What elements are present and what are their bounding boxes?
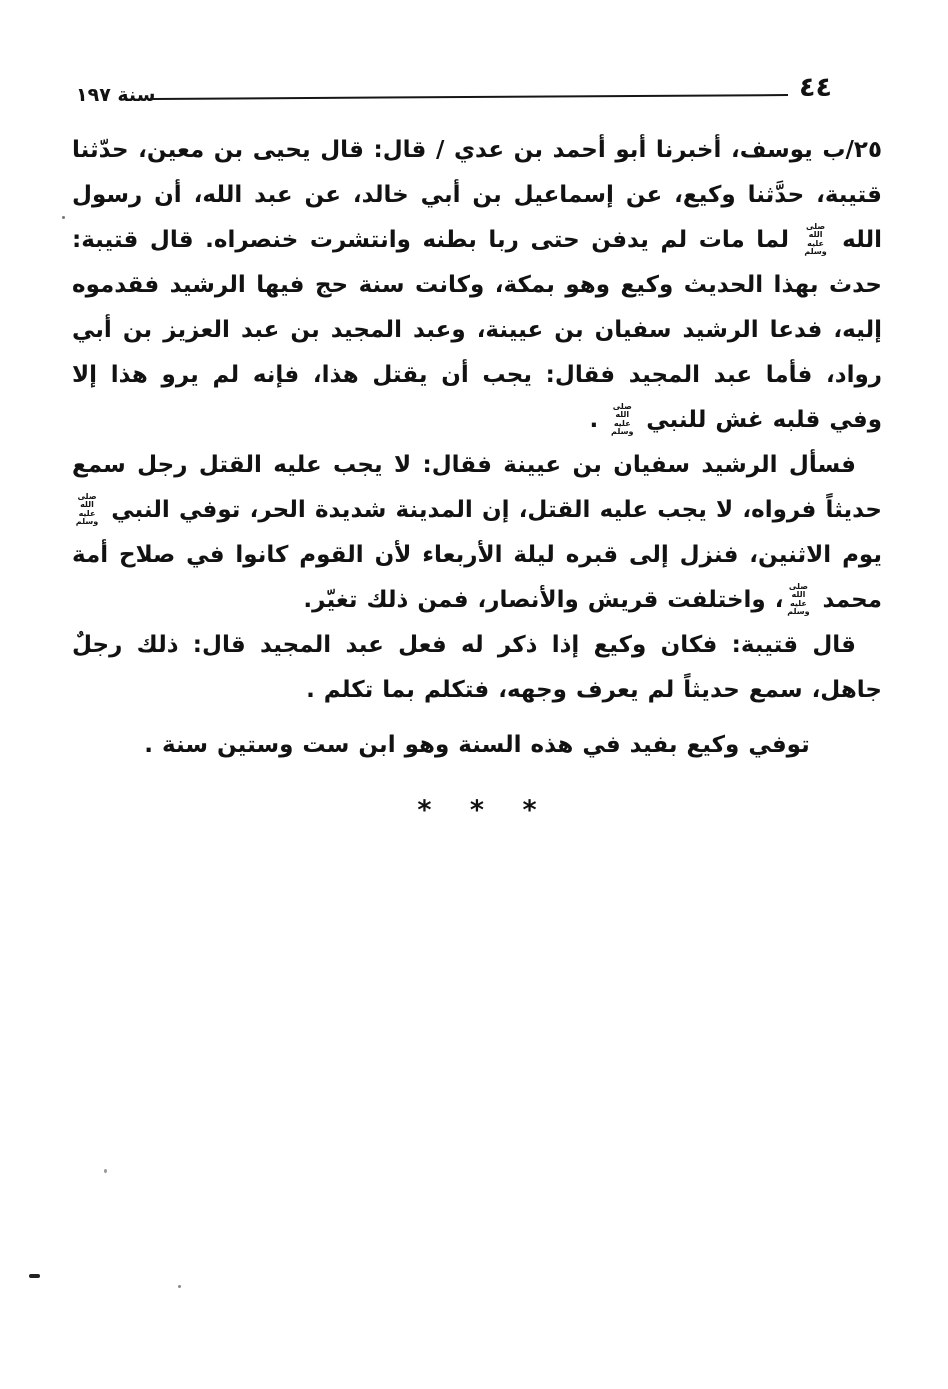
salla-allahu-alayhi-wasallam-symbol: صلى الله عليه وسلم (611, 401, 634, 436)
salla-allahu-alayhi-wasallam-symbol: صلى الله عليه وسلم (75, 491, 99, 526)
document-body (72, 128, 882, 833)
paragraph-death-notice (72, 723, 882, 768)
text-segment: قال قتيبة: فكان وكيع إذا ذكر له فعل عبد المجيد قال: ذلك رجلٌ جاهل، سمع حديثاً لم يعرف وجهه، فتكلم بما تكلم . (72, 632, 882, 703)
header-divider-rule (152, 94, 788, 100)
salla-allahu-alayhi-wasallam-symbol: صلى الله عليه وسلم (787, 581, 810, 616)
paragraph-isnad-report (72, 128, 882, 443)
text-segment: . (589, 407, 608, 433)
text-segment: ، واختلفت قريش والأنصار، فمن ذلك تغيّر. (303, 587, 784, 613)
section-separator-asterisks: * * * (417, 795, 551, 826)
text-segment: توفي وكيع بفيد في هذه السنة وهو ابن ست وستين سنة . (144, 732, 810, 758)
year-label: سنة ١٩٧ (76, 84, 156, 106)
scan-speck (178, 1285, 181, 1288)
text-segment: فسأل الرشيد سفيان بن عيينة فقال: لا يجب عليه القتل رجل سمع حديثاً فرواه، لا يجب عليه القتل، إن المدينة شديدة الحر، توفي النبي (72, 452, 882, 523)
scan-speck (29, 1274, 40, 1278)
paragraph-qutayba-comment (72, 623, 882, 713)
scan-speck (62, 216, 65, 219)
text-segment: يوم الاثنين، فنزل إلى قبره ليلة الأربعاء لأن القوم كانوا في صلاح أمة محمد (72, 542, 882, 613)
salla-allahu-alayhi-wasallam-symbol: صلى الله عليه وسلم (804, 221, 827, 256)
text-segment: ٢٥/ب يوسف، أخبرنا أبو أحمد بن عدي / قال: قال يحيى بن معين، حدّثنا قتيبة، حدَّثنا وكيع، عن إسماعيل بن أبي خالد، عن عبد الله، أن رسول الله (72, 137, 882, 253)
text-segment: لما مات لم يدفن حتى ربا بطنه وانتشرت خنصراه. قال قتيبة: حدث بهذا الحديث وكيع وهو بمكة، وكانت سنة حج فيها الرشيد فقدموه إليه، فدعا الرشيد سفيان بن عيينة، وعبد المجيد بن عبد العزيز بن أبي رواد، فأما عبد المجيد فقال: يجب أن يقتل هذا، فإنه لم يرو هذا إلا وفي قلبه غش للنبي (72, 227, 882, 433)
paragraph-rashid-question (72, 443, 882, 623)
page-number: ٤٤ (799, 72, 832, 103)
page-header (0, 70, 948, 114)
scan-speck (104, 1169, 107, 1173)
